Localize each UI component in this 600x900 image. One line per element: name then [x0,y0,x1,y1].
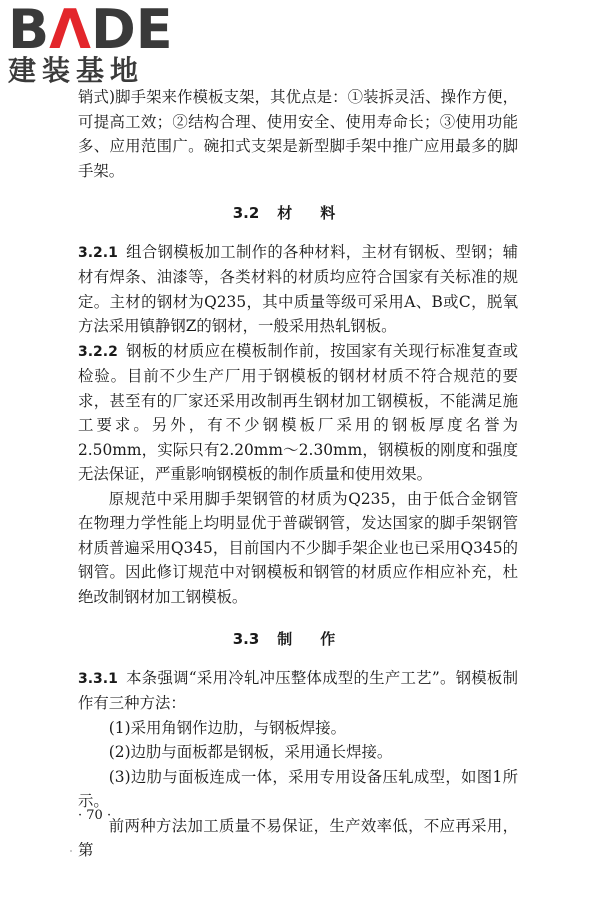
clause-3-2-2: 3.2.2 钢板的材质应在模板制作前，按国家有关现行标准复查或检验。目前不少生产厂用于钢模板的钢材材质不符合规范的要求，甚至有的厂家还采用改制再生钢材加工钢模板，不能满足施工要求。另外，有不少钢模板厂采用的钢板厚度名誉为2.50mm，实际只有2.20mm～2.30mm，钢模板的刚度和强度无法保证，严重影响钢模板的制作质量和使用效果。 [78,341,518,483]
method-2: (2)边肋与面板都是钢板，采用通长焊接。 [108,743,393,761]
paragraph-continued: 销式)脚手架来作模板支架，其优点是：①装拆灵活、操作方便，可提高工效；②结构合理、使用安全、使用寿命长；③使用功能多、应用范围广。碗扣式支架是新型脚手架中推广应用最多的脚手架。 [78,88,518,180]
logo-subtitle: 建装基地 [8,54,145,87]
page-number: · 70 · [78,808,112,823]
logo-wordmark: BΛDE [8,0,173,61]
bade-logo [8,2,178,88]
page-body [78,85,518,863]
clause-3-3-1: 3.3.1 本条强调“采用冷轧冲压整体成型的生产工艺”。钢模板制作有三种方法： [78,668,518,712]
section-heading-3-3: 3.3 制作 [232,630,364,648]
method-3: (3)边肋与面板连成一体，采用专用设备压轧成型，如图1所示。 [78,767,518,810]
section-heading-3-2: 3.2 材料 [232,204,364,222]
scan-speck [70,850,72,852]
paragraph-last: 前两种方法加工质量不易保证，生产效率低，不应再采用，第 [78,816,518,859]
paragraph-steel-pipe: 原规范中采用脚手架钢管的材质为Q235，由于低合金钢管在物理力学性能上均明显优于普碳钢管，发达国家的脚手架钢管材质普遍采用Q345，目前国内不少脚手架企业也已采用Q345的钢管。因此修订规范中对钢模板和钢管的材质应作相应补充，杜绝改制钢材加工钢模板。 [78,489,518,606]
method-1: (1)采用角钢作边肋，与钢板焊接。 [108,718,347,737]
clause-3-2-1: 3.2.1 组合钢模板加工制作的各种材料，主材有钢板、型钢；辅材有焊条、油漆等，各类材料的材质均应符合国家有关标准的规定。主材的钢材为Q235，其中质量等级可采用A、B或C，脱氧方法采用镇静钢Z的钢材，一般采用热轧钢板。 [78,242,518,335]
